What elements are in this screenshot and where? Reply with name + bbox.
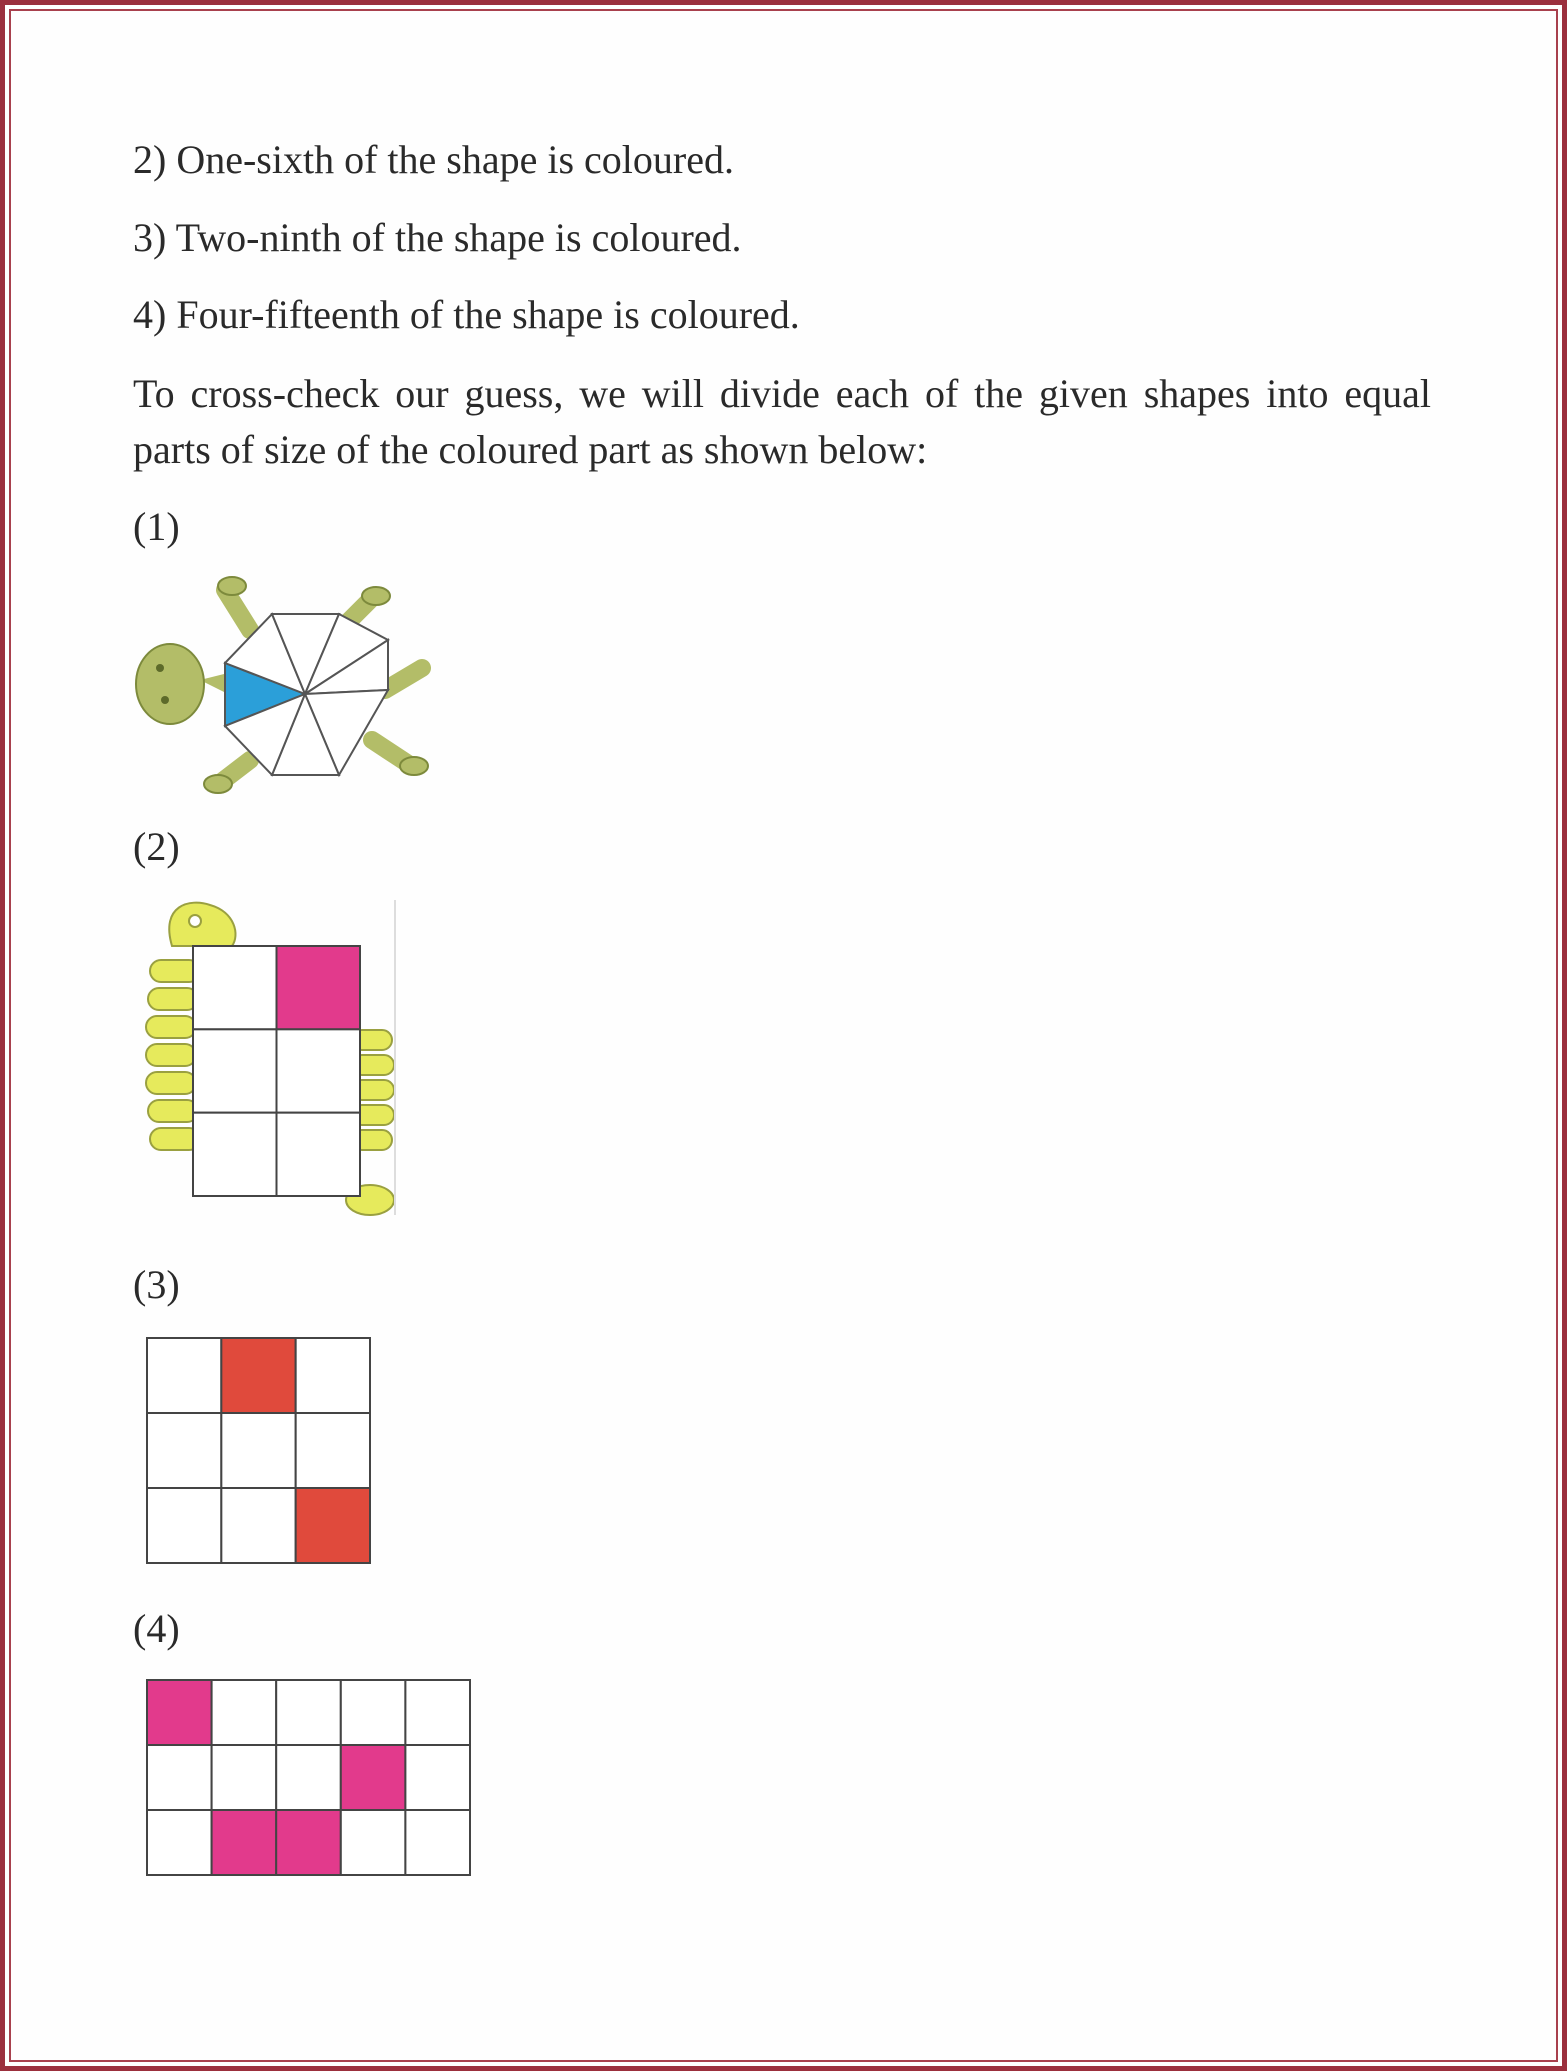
- grid-cell: [147, 1338, 221, 1413]
- grid-cell: [221, 1413, 295, 1488]
- statement-2: 2) One-sixth of the shape is coloured.: [133, 137, 734, 182]
- figure-3-grid: [140, 1330, 380, 1570]
- grid-shape-2: [193, 946, 360, 1196]
- grid-cell-coloured: [277, 946, 361, 1029]
- grid-cell: [193, 946, 277, 1029]
- grid-cell: [341, 1810, 406, 1875]
- grid-cell: [212, 1745, 277, 1810]
- grid-cell: [212, 1680, 277, 1745]
- grid-cell: [276, 1680, 341, 1745]
- grid-cell: [277, 1113, 361, 1196]
- figure-1-turtle-octagon: [130, 570, 440, 800]
- grid-shape-3: [147, 1338, 370, 1563]
- grid-cell: [341, 1680, 406, 1745]
- grid-cell-coloured: [147, 1680, 212, 1745]
- grid-cell: [147, 1810, 212, 1875]
- cross-check-paragraph: To cross-check our guess, we will divide each of the given shapes into equal parts of size of the coloured part as shown below:: [133, 371, 1431, 472]
- octagon-shell: [225, 614, 388, 775]
- grid-cell: [405, 1680, 470, 1745]
- figure-3-label: (3): [133, 1262, 180, 1307]
- grid-cell: [193, 1029, 277, 1112]
- figure-4-label: (4): [133, 1606, 180, 1651]
- grid-cell: [147, 1745, 212, 1810]
- grid-cell: [147, 1488, 221, 1563]
- grid-cell: [277, 1029, 361, 1112]
- grid-cell-coloured: [276, 1810, 341, 1875]
- grid-shape-4: [147, 1680, 470, 1875]
- statement-3: 3) Two-ninth of the shape is coloured.: [133, 215, 742, 260]
- grid-cell-coloured: [212, 1810, 277, 1875]
- grid-cell-coloured: [296, 1488, 370, 1563]
- statement-4: 4) Four-fifteenth of the shape is coloured.: [133, 292, 800, 337]
- grid-cell-coloured: [221, 1338, 295, 1413]
- grid-cell: [221, 1488, 295, 1563]
- grid-cell: [405, 1745, 470, 1810]
- grid-cell: [276, 1745, 341, 1810]
- figure-4-grid: [140, 1672, 480, 1882]
- grid-cell: [193, 1113, 277, 1196]
- grid-cell: [147, 1413, 221, 1488]
- figure-2-turtle-grid: [135, 895, 405, 1225]
- figure-2-label: (2): [133, 824, 180, 869]
- grid-cell: [405, 1810, 470, 1875]
- grid-cell: [296, 1413, 370, 1488]
- grid-cell-coloured: [341, 1745, 406, 1810]
- grid-cell: [296, 1338, 370, 1413]
- figure-1-label: (1): [133, 504, 180, 549]
